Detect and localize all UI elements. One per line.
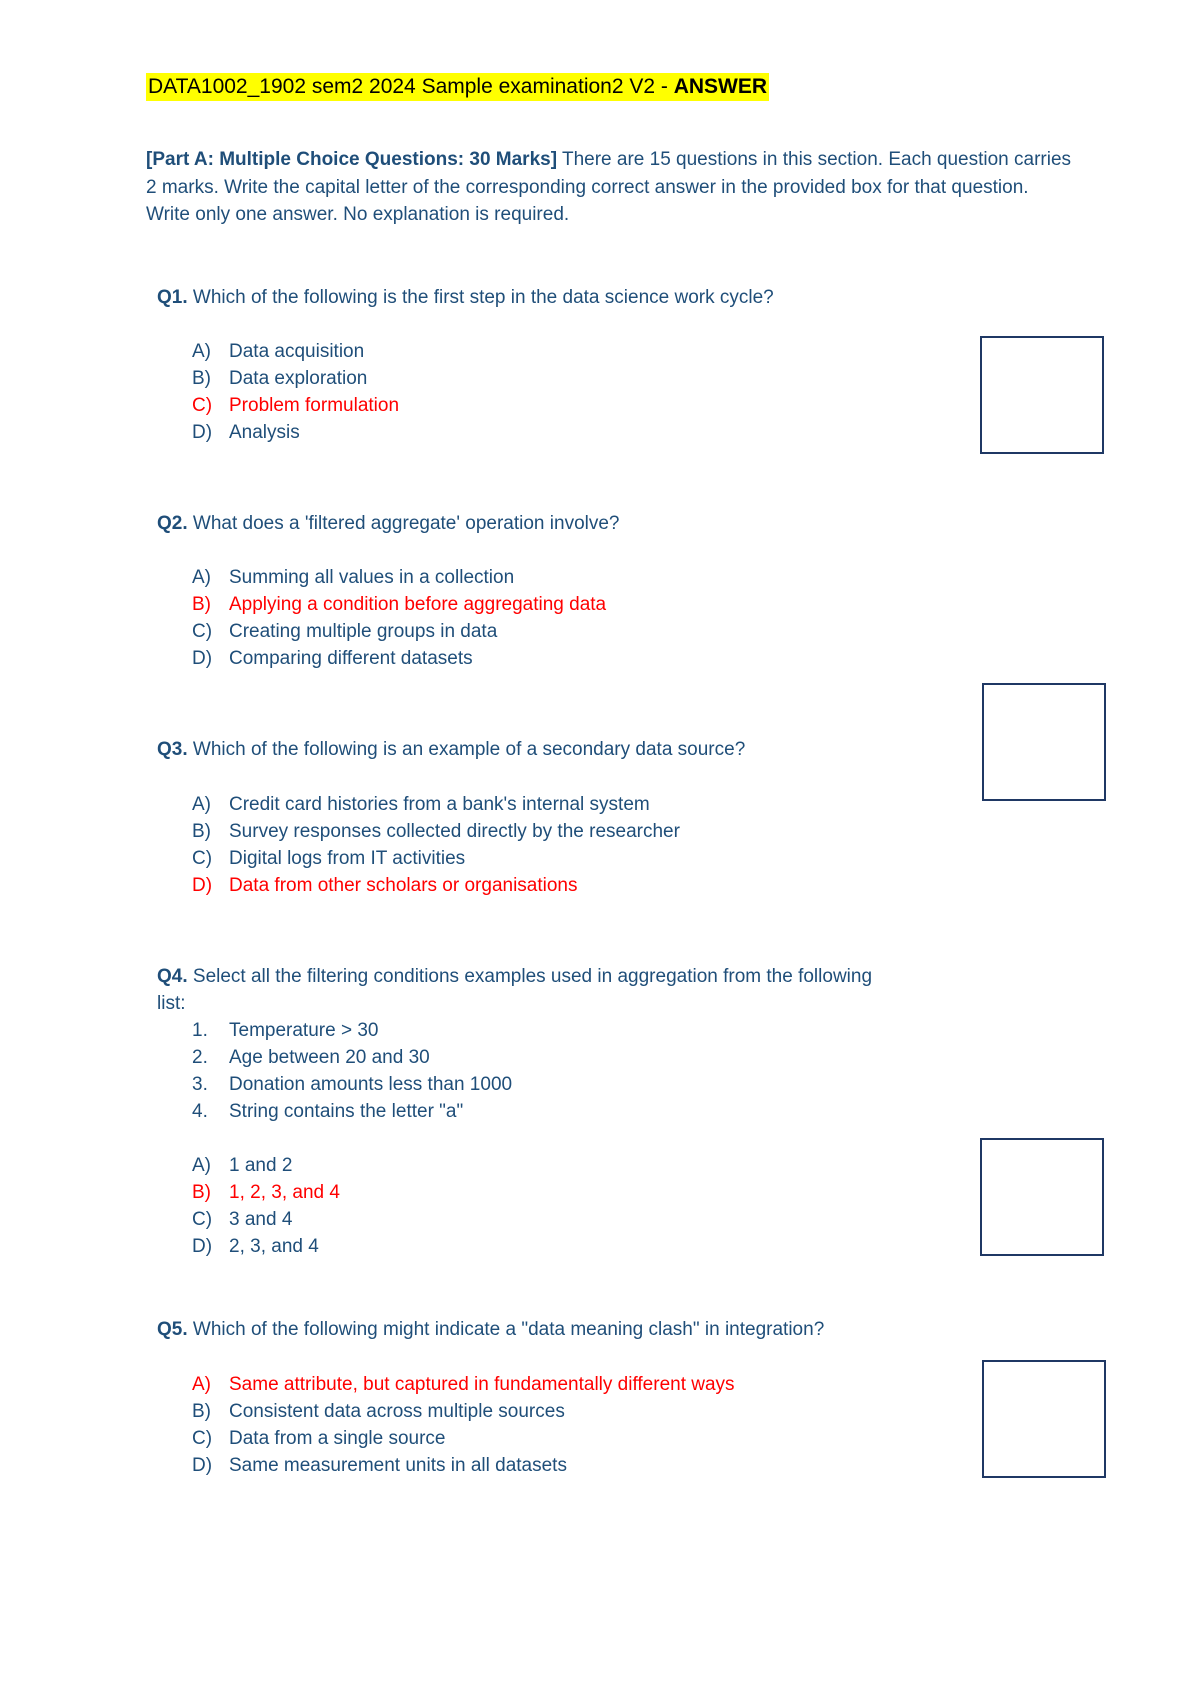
option — [157, 1371, 877, 1398]
option — [157, 791, 877, 818]
option-text: Data from a single source — [229, 1428, 446, 1449]
question-3 — [157, 736, 877, 899]
page-title — [146, 73, 769, 101]
question-5 — [157, 1316, 877, 1479]
item-text: String contains the letter "a" — [229, 1101, 464, 1122]
question-number: Q2. — [157, 513, 188, 534]
list-item — [157, 1071, 877, 1098]
question-stem — [157, 963, 877, 1017]
option-text: Data from other scholars or organisations — [229, 875, 578, 896]
option — [157, 1398, 877, 1425]
option — [157, 419, 877, 446]
question-number: Q3. — [157, 739, 188, 760]
option-text: 2, 3, and 4 — [229, 1236, 319, 1257]
options-list — [157, 1371, 877, 1479]
option-text: Digital logs from IT activities — [229, 848, 466, 869]
option-label: A) — [192, 1155, 211, 1176]
section-heading: [Part A: Multiple Choice Questions: 30 Marks] — [146, 149, 558, 170]
option-label: C) — [192, 848, 213, 869]
option-label: D) — [192, 1236, 213, 1257]
option — [157, 392, 877, 419]
item-number: 2. — [192, 1047, 208, 1068]
question-stem — [157, 1316, 877, 1343]
option — [157, 645, 877, 672]
question-number: Q1. — [157, 287, 188, 308]
option-text: Same measurement units in all datasets — [229, 1455, 567, 1476]
option-text: Survey responses collected directly by the researcher — [229, 821, 680, 842]
question-number: Q4. — [157, 966, 188, 987]
answer-box-q4[interactable] — [980, 1138, 1104, 1256]
question-stem — [157, 510, 877, 537]
option-label: B) — [192, 821, 211, 842]
option-text: 1 and 2 — [229, 1155, 293, 1176]
option-label: C) — [192, 395, 213, 416]
options-list — [157, 1152, 877, 1260]
instructions-text: There are 15 questions in this section. Each question carries 2 marks. Write the capital letter of the corresponding correct answer in the provided box for that question. Write only one answer. No explanation is required. — [146, 149, 1072, 225]
conditions-list — [157, 1017, 877, 1125]
option-label: A) — [192, 341, 211, 362]
option — [157, 564, 877, 591]
option — [157, 618, 877, 645]
option — [157, 1179, 877, 1206]
option-label: A) — [192, 567, 211, 588]
option-text: Creating multiple groups in data — [229, 621, 498, 642]
option-text: Consistent data across multiple sources — [229, 1401, 565, 1422]
option — [157, 818, 877, 845]
answer-box-q1[interactable] — [980, 336, 1104, 454]
item-text: Donation amounts less than 1000 — [229, 1074, 513, 1095]
item-number: 4. — [192, 1101, 208, 1122]
option — [157, 872, 877, 899]
option-text: Same attribute, but captured in fundamentally different ways — [229, 1374, 735, 1395]
question-stem — [157, 736, 877, 763]
question-4 — [157, 963, 877, 1260]
option-text: Comparing different datasets — [229, 648, 473, 669]
option — [157, 338, 877, 365]
option — [157, 845, 877, 872]
item-number: 1. — [192, 1020, 208, 1041]
option-text: 1, 2, 3, and 4 — [229, 1182, 340, 1203]
item-text: Age between 20 and 30 — [229, 1047, 430, 1068]
option-label: C) — [192, 621, 213, 642]
answer-box-q5[interactable] — [982, 1360, 1106, 1478]
option-label: B) — [192, 1401, 211, 1422]
title-text: DATA1002_1902 sem2 2024 Sample examination2 V2 - — [148, 75, 674, 98]
question-2 — [157, 510, 877, 672]
question-text: Which of the following is an example of a secondary data source? — [187, 739, 746, 760]
option-label: D) — [192, 875, 213, 896]
option-label: C) — [192, 1428, 213, 1449]
question-1 — [157, 284, 877, 446]
section-instructions — [146, 146, 1076, 229]
option — [157, 365, 877, 392]
question-text: What does a 'filtered aggregate' operation involve? — [187, 513, 620, 534]
item-number: 3. — [192, 1074, 208, 1095]
question-stem — [157, 284, 877, 311]
option-text: Credit card histories from a bank's internal system — [229, 794, 650, 815]
answer-box-q2[interactable] — [982, 683, 1106, 801]
list-item — [157, 1098, 877, 1125]
option — [157, 591, 877, 618]
item-text: Temperature > 30 — [229, 1020, 379, 1041]
list-item — [157, 1017, 877, 1044]
list-item — [157, 1044, 877, 1071]
option-label: B) — [192, 594, 211, 615]
option — [157, 1206, 877, 1233]
option-label: C) — [192, 1209, 213, 1230]
option-label: A) — [192, 1374, 211, 1395]
question-text: Which of the following might indicate a "data meaning clash" in integration? — [187, 1319, 825, 1340]
option-text: Summing all values in a collection — [229, 567, 515, 588]
option-label: D) — [192, 422, 213, 443]
question-text: Select all the filtering conditions examples used in aggregation from the following list: — [157, 966, 873, 1014]
option-text: Analysis — [229, 422, 300, 443]
option-label: D) — [192, 648, 213, 669]
option-text: 3 and 4 — [229, 1209, 293, 1230]
option-text: Problem formulation — [229, 395, 400, 416]
option-label: B) — [192, 368, 211, 389]
options-list — [157, 791, 877, 899]
question-number: Q5. — [157, 1319, 188, 1340]
option — [157, 1452, 877, 1479]
option-text: Data exploration — [229, 368, 368, 389]
option — [157, 1233, 877, 1260]
option — [157, 1152, 877, 1179]
options-list — [157, 564, 877, 672]
option-text: Data acquisition — [229, 341, 365, 362]
option-label: A) — [192, 794, 211, 815]
title-answer-label: ANSWER — [673, 75, 768, 98]
option — [157, 1425, 877, 1452]
option-label: B) — [192, 1182, 211, 1203]
options-list — [157, 338, 877, 446]
option-text: Applying a condition before aggregating data — [229, 594, 607, 615]
option-label: D) — [192, 1455, 213, 1476]
question-text: Which of the following is the first step in the data science work cycle? — [187, 287, 774, 308]
